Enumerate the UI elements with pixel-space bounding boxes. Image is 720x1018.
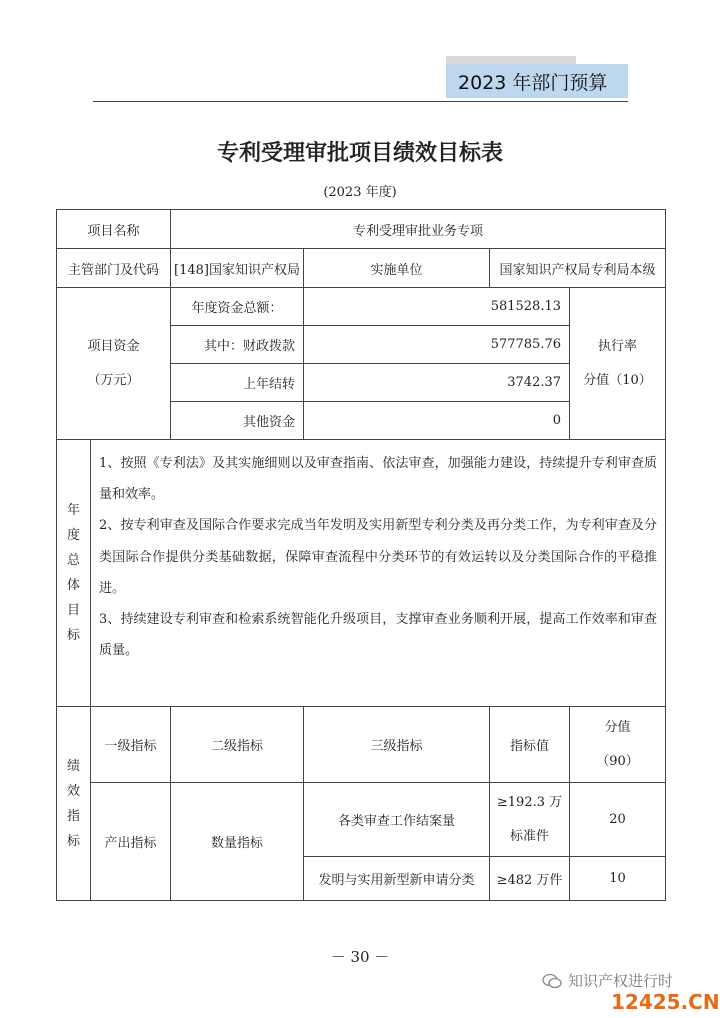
fiscal-label: 其中：财政拨款 <box>171 326 304 364</box>
indicator-label-char: 标 <box>66 833 80 849</box>
level3-header: 三级指标 <box>304 707 490 783</box>
funds-label <box>57 288 171 440</box>
row-indicator-1 <box>57 783 666 857</box>
value-header: 指标值 <box>490 707 570 783</box>
exec-rate-score: 分值（10） <box>583 372 652 388</box>
score-header-line2: （90） <box>596 753 639 769</box>
goals-label-char: 体 <box>66 578 80 593</box>
goal-item: 3、持续建设专利审查和检索系统智能化升级项目，支撑审查业务顺利开展，提高工作效率和审查质量。 <box>99 611 658 659</box>
row-project-name <box>57 210 666 249</box>
carry-label: 上年结转 <box>171 364 304 402</box>
header-badge: 2023 年部门预算 <box>446 64 628 98</box>
row-indicator-header <box>57 707 666 783</box>
page-number: － 30 － <box>330 948 390 966</box>
indicator-label-char: 效 <box>66 783 80 799</box>
goals-label <box>57 440 91 707</box>
goals-text <box>91 440 666 707</box>
page-title: 专利受理审批项目绩效目标表 <box>216 141 503 166</box>
goal-item: 1、按照《专利法》及其实施细则以及审查指南、依法审查，加强能力建设，持续提升专利审查质量和效率。 <box>99 456 658 503</box>
watermark <box>542 970 673 991</box>
indicator-label <box>57 707 91 901</box>
score-header <box>570 707 666 783</box>
funds-label-line2: （万元） <box>87 372 140 388</box>
watermark-text: 知识产权进行时 <box>568 972 674 990</box>
other-label: 其他资金 <box>171 402 304 440</box>
r1-value-line1: ≥192.3 万 <box>496 794 563 810</box>
exec-rate-label: 执行率 <box>598 338 638 354</box>
chat-bubble-icon <box>542 973 562 989</box>
level2-value: 数量指标 <box>171 783 304 901</box>
goals-label-char: 总 <box>66 553 80 568</box>
project-name-value: 专利受理审批业务专项 <box>171 210 666 249</box>
other-value: 0 <box>304 402 570 440</box>
goals-label-char: 目 <box>66 603 80 618</box>
row-annual-goals <box>57 440 666 707</box>
r1-level3: 各类审查工作结案量 <box>304 783 490 857</box>
total-label: 年度资金总额： <box>171 288 304 326</box>
exec-rate-cell <box>570 288 666 440</box>
row-department <box>57 249 666 288</box>
level1-value: 产出指标 <box>91 783 171 901</box>
performance-table <box>56 209 666 901</box>
watermark-site: 12425.CN <box>611 990 720 1014</box>
r2-score: 10 <box>570 857 666 901</box>
r1-value <box>490 783 570 857</box>
indicator-label-char: 指 <box>66 808 80 824</box>
dept-value: [148]国家知识产权局 <box>171 249 304 288</box>
level2-header: 二级指标 <box>171 707 304 783</box>
funds-label-line1: 项目资金 <box>87 338 140 354</box>
project-name-label: 项目名称 <box>57 210 171 249</box>
goals-label-char: 度 <box>66 528 80 543</box>
goals-label-char: 标 <box>66 628 80 643</box>
page-subtitle: (2023 年度) <box>323 185 397 200</box>
r2-level3: 发明与实用新型新申请分类 <box>304 857 490 901</box>
impl-unit-value: 国家知识产权局专利局本级 <box>490 249 666 288</box>
header-rule <box>93 101 628 102</box>
carry-value: 3742.37 <box>304 364 570 402</box>
level1-header: 一级指标 <box>91 707 171 783</box>
row-funds-total <box>57 288 666 326</box>
fiscal-value: 577785.76 <box>304 326 570 364</box>
r1-score: 20 <box>570 783 666 857</box>
indicator-label-char: 绩 <box>66 758 80 774</box>
impl-unit-label: 实施单位 <box>304 249 490 288</box>
goals-label-char: 年 <box>66 503 80 518</box>
goal-item: 2、按专利审查及国际合作要求完成当年发明及实用新型专利分类及再分类工作，为专利审查及分类国际合作提供分类基础数据，保障审查流程中分类环节的有效运转以及分类国际合作的平稳推进。 <box>99 518 658 596</box>
score-header-line1: 分值 <box>604 719 631 735</box>
total-value: 581528.13 <box>304 288 570 326</box>
dept-label: 主管部门及代码 <box>57 249 171 288</box>
r1-value-line2: 标准件 <box>510 828 550 844</box>
r2-value: ≥482 万件 <box>490 857 570 901</box>
